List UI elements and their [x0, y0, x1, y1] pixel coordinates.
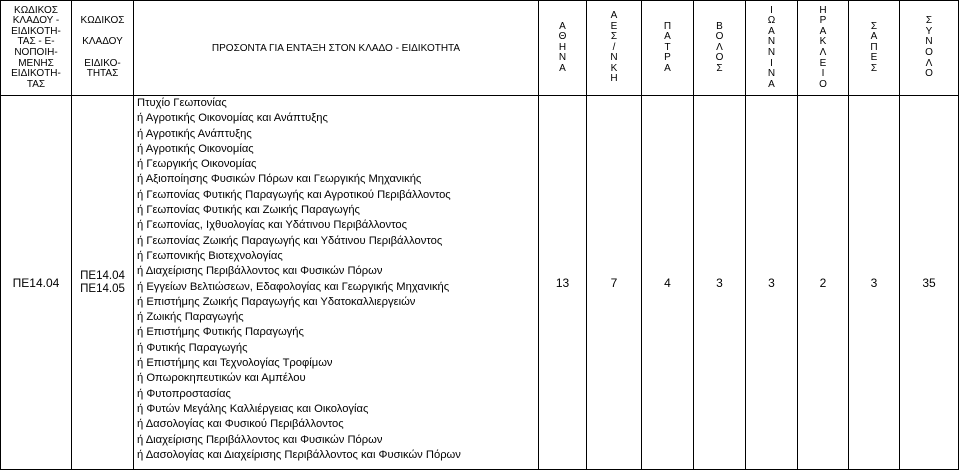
- header-letter: Ε: [610, 20, 618, 32]
- header-letter: ΚΩΔΙΚΟΣ: [14, 4, 58, 16]
- value-thessaloniki: 7: [587, 96, 642, 470]
- header-volos: [694, 1, 746, 96]
- qualification-item: ή Γεωργικής Οικονομίας: [137, 158, 257, 171]
- value-patra: 4: [642, 96, 694, 470]
- qualification-item: ή Επιστήμης Ζωικής Παραγωγής και Υδατοκαλλιεργειών: [137, 295, 416, 308]
- header-letter: Ε: [870, 52, 878, 64]
- header-athina: [539, 1, 587, 96]
- header-letter: Β: [716, 20, 723, 32]
- header-unified-code: [1, 1, 72, 96]
- header-qualifications: [134, 1, 539, 96]
- header-letter: Σ: [610, 31, 618, 43]
- header-letter: Α: [768, 78, 775, 90]
- qualification-item: ή Αξιοποίησης Φυσικών Πόρων και Γεωργικής Μηχανικής: [137, 173, 422, 186]
- header-letter: Α: [768, 25, 775, 37]
- qualification-item: ή Επιστήμης Φυτικής Παραγωγής: [137, 326, 304, 339]
- header-irakleio: [798, 1, 849, 96]
- header-ioannina: [746, 1, 798, 96]
- header-letter: Ν: [767, 68, 776, 80]
- header-letter: ΚΛΑΔΟΥ: [82, 36, 123, 48]
- header-letter: Λ: [819, 47, 827, 58]
- header-letter: Λ: [925, 57, 933, 69]
- qualification-item: ή Οπωροκηπευτικών και Αμπέλου: [137, 372, 306, 385]
- header-letter: Ν: [925, 36, 933, 48]
- header-letter: Ο: [819, 78, 827, 90]
- qualification-item: ή Γεωπονίας, Ιχθυολογίας και Υδάτινου Περιβάλλοντος: [137, 219, 407, 232]
- header-row: [1, 1, 959, 96]
- qualification-item: ή Αγροτικής Οικονομίας και Ανάπτυξης: [137, 112, 328, 125]
- header-total: [900, 1, 959, 96]
- qualification-item: ή Γεωπονικής Βιοτεχνολογίας: [137, 249, 283, 262]
- header-sapes: [849, 1, 900, 96]
- qualification-item: ή Εγγείων Βελτιώσεων, Εδαφολογίας και Γεωργικής Μηχανικής: [137, 280, 450, 293]
- unified-code: ΠΕ14.04: [1, 96, 72, 470]
- header-letter: Ι: [821, 68, 825, 80]
- header-letter: Ο: [925, 68, 933, 80]
- header-letter: Α: [664, 62, 671, 74]
- qualification-item: ή Αγροτικής Οικονομίας: [137, 142, 254, 155]
- header-letter: Υ: [925, 25, 933, 37]
- header-letter: ΚΛΑΔΟΥ -: [12, 15, 60, 27]
- value-athina: 13: [539, 96, 587, 470]
- header-letter: Ο: [715, 31, 724, 43]
- header-letter: Α: [819, 25, 827, 37]
- header-letter: Η: [558, 41, 567, 53]
- header-letter: ΚΩΔΙΚΟΣ: [80, 15, 125, 27]
- value-ioannina: 3: [746, 96, 798, 470]
- header-letter: Τ: [664, 41, 671, 53]
- header-letter: /: [612, 41, 616, 53]
- header-letter: Ι: [770, 57, 773, 69]
- qualification-item: ή Γεωπονίας Φυτικής και Ζωικής Παραγωγής: [137, 204, 360, 217]
- branch-codes: [72, 96, 134, 470]
- table-row: [1, 96, 959, 470]
- header-letter: ΜΕΝΗΣ: [18, 57, 54, 69]
- header-letter: Α: [559, 62, 566, 74]
- header-letter: Ρ: [819, 15, 827, 27]
- qualification-item: ή Επιστήμης και Τεχνολογίας Τροφίμων: [137, 357, 333, 370]
- qualification-item: ή Δασολογίας και Φυσικού Περιβάλλοντος: [137, 418, 344, 431]
- header-letter: Κ: [610, 62, 618, 74]
- header-letter: ΝΟΠΟΙΗ-: [14, 47, 58, 58]
- header-letter: Α: [559, 20, 566, 32]
- header-letter: Π: [663, 20, 672, 32]
- qualification-item: ή Αγροτικής Ανάπτυξης: [137, 127, 252, 140]
- branch-code: ΠΕ14.04: [80, 269, 125, 282]
- header-letter: Σ: [925, 15, 933, 27]
- value-total: 35: [900, 96, 959, 470]
- qualification-item: ή Δασολογίας και Διαχείρισης Περιβάλλοντος και Φυσικών Πόρων: [137, 448, 461, 461]
- header-thessaloniki: [587, 1, 642, 96]
- header-letter: Σ: [870, 62, 878, 74]
- header-letter: Ω: [767, 15, 776, 27]
- value-irakleio: 2: [798, 96, 849, 470]
- header-letter: Ο: [925, 47, 933, 58]
- header-letter: Ν: [767, 36, 776, 48]
- header-letter: Σ: [870, 20, 878, 32]
- header-letter: Α: [664, 31, 671, 43]
- header-letter: Θ: [558, 31, 567, 43]
- header-letter: Λ: [716, 41, 723, 53]
- header-letter: Ε: [819, 57, 827, 69]
- header-letter: Α: [610, 9, 618, 21]
- branch-code: ΠΕ14.05: [80, 282, 125, 295]
- header-letter: [101, 48, 104, 59]
- header-letter: Π: [870, 41, 878, 53]
- header-letter: Α: [870, 31, 878, 43]
- header-letter: Σ: [716, 62, 723, 74]
- header-letter: Κ: [819, 36, 827, 48]
- qualification-item: ή Γεωπονίας Ζωικής Παραγωγής και Υδάτινου Περιβάλλοντος: [137, 234, 443, 247]
- header-letter: ΤΑΣ: [26, 78, 46, 90]
- header-letter: Ν: [767, 47, 776, 58]
- qualification-item: ή Φυτών Μεγάλης Καλλιέργειας και Οικολογίας: [137, 402, 369, 415]
- qualification-item: ή Ζωικής Παραγωγής: [137, 311, 244, 324]
- header-letter: ΕΙΔΙΚΟΤΗ-: [11, 68, 61, 80]
- header-letter: Ν: [610, 52, 618, 64]
- header-letter: Ν: [558, 52, 567, 64]
- header-letter: ΤΗΤΑΣ: [86, 68, 119, 80]
- header-qualifications-label: ΠΡΟΣΟΝΤΑ ΓΙΑ ΕΝΤΑΞΗ ΣΤΟΝ ΚΛΑΔΟ - ΕΙΔΙΚΟΤΗΤΑ: [211, 42, 461, 54]
- qualification-item: ή Διαχείρισης Περιβάλλοντος και Φυσικών Πόρων: [137, 265, 383, 278]
- value-volos: 3: [694, 96, 746, 470]
- header-letter: ΤΑΣ - Ε-: [17, 36, 55, 48]
- header-letter: Η: [610, 73, 618, 85]
- header-branch-code: [72, 1, 134, 96]
- qualification-item: Πτυχίο Γεωπονίας: [137, 97, 227, 109]
- qualification-item: ή Φυτοπροστασίας: [137, 387, 231, 400]
- header-patra: [642, 1, 694, 96]
- header-letter: ΕΙΔΙΚΟΤΗ-: [11, 25, 61, 37]
- header-letter: Η: [819, 4, 827, 16]
- value-sapes: 3: [849, 96, 900, 470]
- qualification-item: ή Διαχείρισης Περιβάλλοντος και Φυσικών Πόρων: [137, 433, 383, 446]
- header-letter: ΕΙΔΙΚΟ-: [84, 57, 121, 69]
- qualification-item: ή Φυτικής Παραγωγής: [137, 341, 248, 354]
- header-letter: Ι: [770, 4, 773, 16]
- header-letter: Ρ: [664, 52, 671, 64]
- qualifications-list: [134, 96, 539, 470]
- header-letter: Ο: [715, 52, 724, 64]
- qualification-item: ή Γεωπονίας Φυτικής Παραγωγής και Αγροτικού Περιβάλλοντος: [137, 188, 451, 201]
